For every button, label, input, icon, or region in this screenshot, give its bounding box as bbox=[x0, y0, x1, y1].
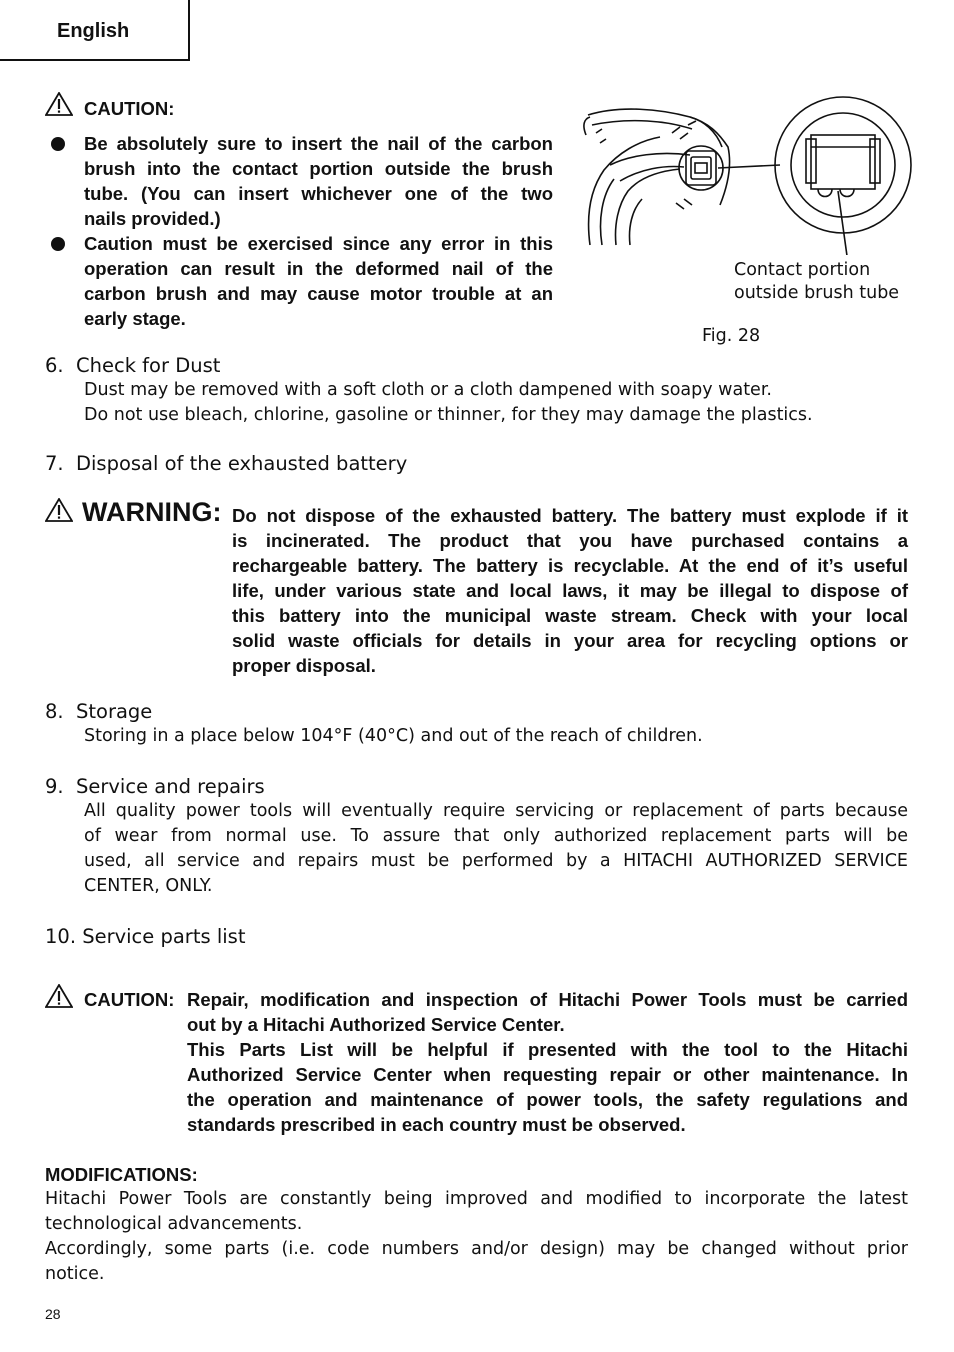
figure-callout-line-2: outside brush tube bbox=[734, 283, 900, 303]
figure-caption: Fig. 28 bbox=[702, 326, 761, 346]
warning-line-5: this battery into the municipal waste stream. Check with your local bbox=[232, 605, 908, 626]
section-8-line-1: Storing in a place below 104°F (40°C) and out of the reach of children. bbox=[84, 726, 703, 746]
warning-line-7: proper disposal. bbox=[232, 655, 376, 676]
warning-label: WARNING: bbox=[82, 497, 222, 527]
section-6-line-1: Dust may be removed with a soft cloth or a cloth dampened with soapy water. bbox=[84, 380, 772, 400]
warning-line-4: life, under various state and local laws, it may be illegal to dispose of bbox=[232, 580, 908, 601]
caution-2-line-6: standards prescribed in each country must be observed. bbox=[187, 1114, 686, 1135]
section-9-line-2: of wear from normal use. To assure that only authorized replacement parts will be bbox=[84, 826, 908, 846]
caution-2-line-2: out by a Hitachi Authorized Service Center. bbox=[187, 1014, 565, 1035]
brush-tube-figure bbox=[580, 95, 920, 255]
warning-triangle-icon bbox=[45, 984, 73, 1008]
caution-2-line-1: Repair, modification and inspection of Hitachi Power Tools must be carried bbox=[187, 989, 908, 1010]
modifications-label: MODIFICATIONS: bbox=[45, 1164, 198, 1185]
section-6-line-2: Do not use bleach, chlorine, gasoline or thinner, for they may damage the plastics. bbox=[84, 405, 813, 425]
section-6-heading: 6. Check for Dust bbox=[45, 354, 221, 377]
caution-bullet-1-line-2: brush into the contact portion outside the brush bbox=[84, 158, 553, 179]
caution-label: CAUTION: bbox=[84, 98, 175, 119]
bullet-dot bbox=[51, 137, 65, 151]
caution-2-label: CAUTION: bbox=[84, 989, 175, 1010]
caution-2-line-4: Authorized Service Center when requesting repair or other maintenance. In bbox=[187, 1064, 908, 1085]
language-label: English bbox=[57, 20, 130, 42]
modifications-line-2: technological advancements. bbox=[45, 1214, 303, 1234]
warning-triangle-icon bbox=[45, 498, 73, 522]
figure-callout-line-1: Contact portion bbox=[734, 260, 871, 280]
section-7-heading: 7. Disposal of the exhausted battery bbox=[45, 452, 408, 475]
section-8-heading: 8. Storage bbox=[45, 700, 153, 723]
caution-bullet-1-line-1: Be absolutely sure to insert the nail of the carbon bbox=[84, 133, 553, 154]
caution-bullet-2-line-4: early stage. bbox=[84, 308, 186, 329]
caution-2-line-5: the operation and maintenance of power tools, the safety regulations and bbox=[187, 1089, 908, 1110]
caution-2-line-3: This Parts List will be helpful if presented with the tool to the Hitachi bbox=[187, 1039, 908, 1060]
warning-line-1: Do not dispose of the exhausted battery. The battery must explode if it bbox=[232, 505, 908, 526]
caution-bullet-2-line-1: Caution must be exercised since any error in this bbox=[84, 233, 553, 254]
section-9-line-4: CENTER, ONLY. bbox=[84, 876, 213, 896]
modifications-line-1: Hitachi Power Tools are constantly being improved and modified to incorporate the latest bbox=[45, 1189, 908, 1209]
page-number: 28 bbox=[45, 1306, 61, 1322]
bullet-dot bbox=[51, 237, 65, 251]
section-9-line-1: All quality power tools will eventually require servicing or replacement of parts because bbox=[84, 801, 908, 821]
caution-bullet-1-line-3: tube. (You can insert whichever one of the two bbox=[84, 183, 553, 204]
section-9-line-3: used, all service and repairs must be performed by a HITACHI AUTHORIZED SERVICE bbox=[84, 851, 908, 871]
section-9-heading: 9. Service and repairs bbox=[45, 775, 265, 798]
language-tab bbox=[0, 0, 190, 61]
warning-line-3: rechargeable battery. The battery is recyclable. At the end of it’s useful bbox=[232, 555, 908, 576]
caution-bullet-2-line-3: carbon brush and may cause motor trouble at an bbox=[84, 283, 553, 304]
section-10-heading: 10. Service parts list bbox=[45, 925, 246, 948]
warning-line-6: solid waste officials for details in your area for recycling options or bbox=[232, 630, 908, 651]
warning-line-2: is incinerated. The product that you have purchased contains a bbox=[232, 530, 908, 551]
modifications-line-4: notice. bbox=[45, 1264, 105, 1284]
modifications-line-3: Accordingly, some parts (i.e. code numbers and/or design) may be changed without prior bbox=[45, 1239, 908, 1259]
caution-bullet-1-line-4: nails provided.) bbox=[84, 208, 221, 229]
warning-triangle-icon bbox=[45, 92, 73, 116]
caution-bullet-2-line-2: operation can result in the deformed nail of the bbox=[84, 258, 553, 279]
